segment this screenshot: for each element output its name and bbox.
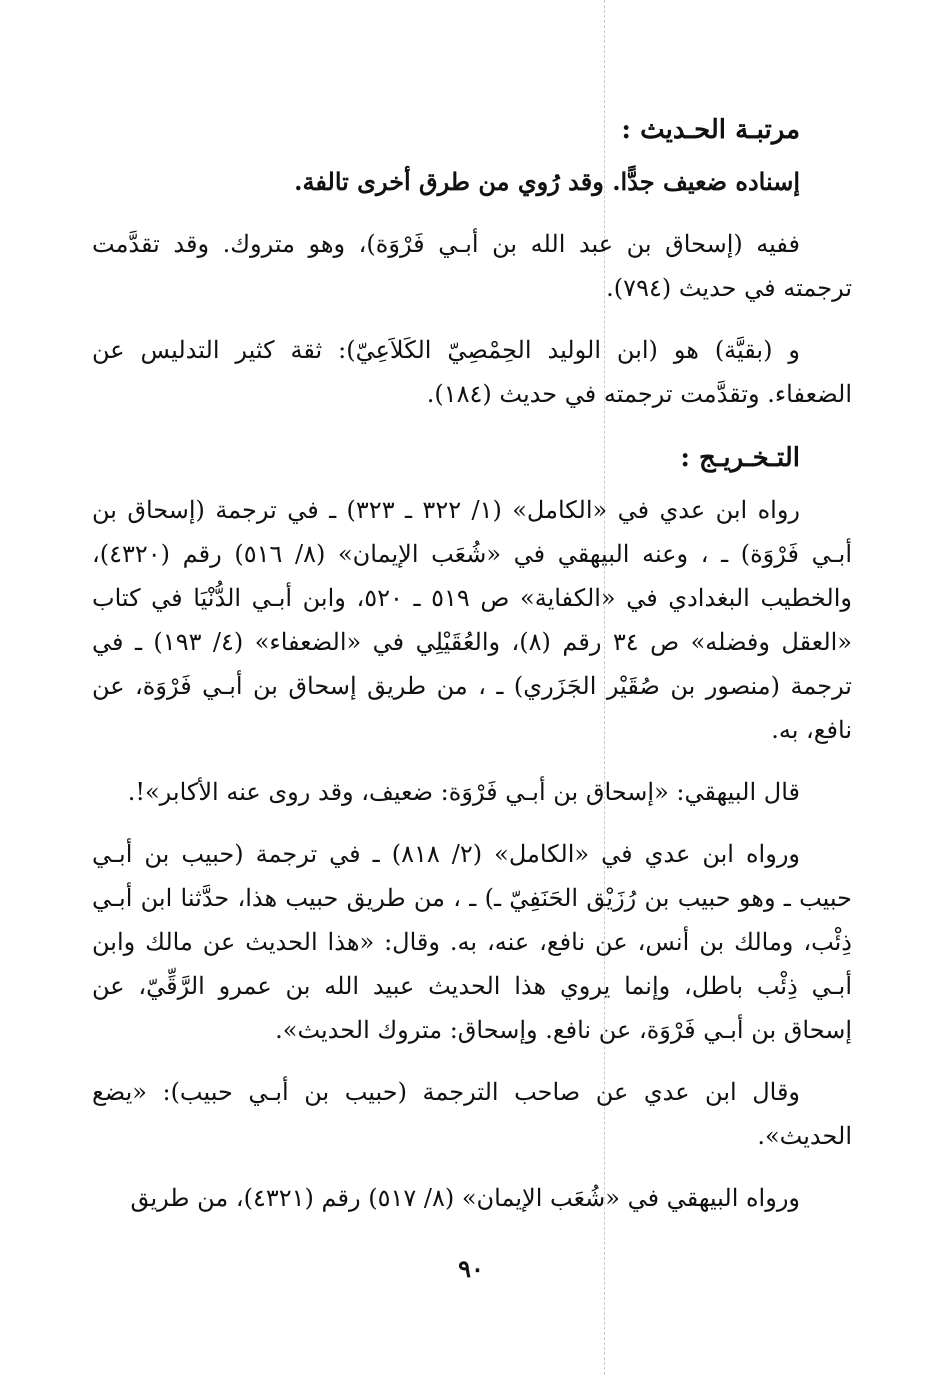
- paragraph-takhrij-ibn-adi: رواه ابن عدي في «الكامل» (١/ ٣٢٢ ـ ٣٢٣) ـ في ترجمة (إسحاق بن أبـي فَرْوَة) ـ ، وعنه البيهقي في «شُعَب الإيمان» (٨/ ٥١٦) رقم (٤٣٢٠)، والخطيب البغدادي في «الكفاية» ص ٥١٩ ـ ٥٢٠، وابن أبـي الدُّنْيَا في كتاب «العقل وفضله» ص ٣٤ رقم (٨)، والعُقَيْلِي في «الضعفاء» (٤/ ١٩٣) ـ في ترجمة (منصور بن صُقَيْر الجَزَري) ـ ، من طريق إسحاق بن أبـي فَرْوَة، عن نافع، به.: [92, 496, 852, 744]
- paragraph-bayhaqi-quote: قال البيهقي: «إسحاق بن أبـي فَرْوَة: ضعيف، وقد روى عنه الأكابر»!.: [127, 778, 800, 806]
- paragraph-narrator-baqiyya: و (بقيَّة) هو (ابن الوليد الحِمْصِيّ الكَلاَعِيّ): ثقة كثير التدليس عن الضعفاء. وتقدَّمت ترجمته في حديث (١٨٤).: [92, 336, 852, 408]
- paragraph-ibn-adi-habib: وقال ابن عدي عن صاحب الترجمة (حبيب بن أبـي حبيب): «يضع الحديث».: [92, 1078, 852, 1150]
- rank-statement: إسناده ضعيف جدًّا. وقد رُوي من طرق أخرى تالفة.: [294, 167, 800, 196]
- page-number: ٩٠: [458, 1254, 484, 1283]
- section-heading-rank: مرتبـة الحـديث :: [621, 115, 800, 145]
- paragraph-bayhaqi-second: ورواه البيهقي في «شُعَب الإيمان» (٨/ ٥١٧) رقم (٤٣٢١)، من طريق: [130, 1184, 800, 1212]
- paragraph-narrator-ishaq: ففيه (إسحاق بن عبد الله بن أبـي فَرْوَة)، وهو متروك. وقد تقدَّمت ترجمته في حديث (٧٩٤).: [92, 230, 852, 302]
- section-heading-takhrij: التـخـريـج :: [680, 443, 800, 473]
- document-body: [92, 108, 852, 1238]
- paragraph-habib-narration: ورواه ابن عدي في «الكامل» (٢/ ٨١٨) ـ في ترجمة (حبيب بن أبـي حبيب ـ وهو حبيب بن رُزَيْق الحَنَفِيّ ـ) ـ ، من طريق حبيب هذا، حدَّثنا ابن أبـي ذِئْب، ومالك بن أنس، عن نافع، عنه، به. وقال: «هذا الحديث عن مالك وابن أبـي ذِئْب باطل، وإنما يروي هذا الحديث عبيد الله بن عمرو الرَّقِّيّ، عن إسحاق بن أبـي فَرْوَة، عن نافع. وإسحاق: متروك الحديث».: [92, 840, 852, 1044]
